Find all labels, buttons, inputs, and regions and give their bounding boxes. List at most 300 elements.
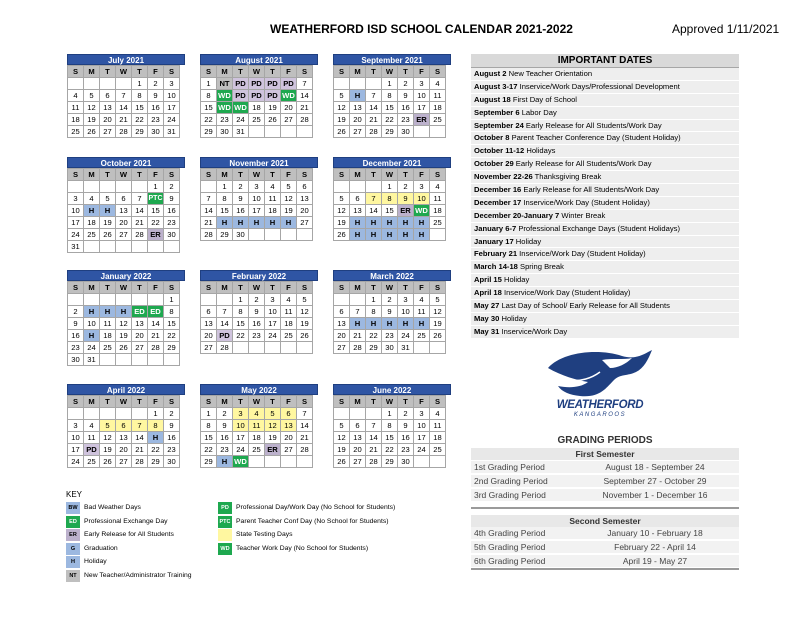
important-date-description: Labor Day xyxy=(519,107,557,117)
day-cell: 8 xyxy=(132,90,148,102)
day-of-week-header: T xyxy=(265,396,281,408)
day-cell: 11 xyxy=(430,90,446,102)
empty-day-cell xyxy=(350,181,366,193)
day-of-week-header: W xyxy=(249,66,265,78)
day-cell: 16 xyxy=(164,205,180,217)
important-date-description: New Teacher Orientation xyxy=(506,69,593,78)
day-cell: WD xyxy=(414,205,430,217)
empty-day-cell xyxy=(116,294,132,306)
day-cell: 4 xyxy=(84,420,100,432)
day-cell: PD xyxy=(281,78,297,90)
empty-day-cell xyxy=(265,229,281,241)
grading-periods-title: GRADING PERIODS xyxy=(557,435,653,446)
logo-subtitle: KANGAROOS xyxy=(573,412,627,418)
day-cell: 22 xyxy=(382,444,398,456)
day-cell: 27 xyxy=(281,114,297,126)
important-date-description: Professional Exchange Days (Student Holidays) xyxy=(516,223,680,233)
day-of-week-header: F xyxy=(148,396,164,408)
day-cell: 2 xyxy=(398,408,414,420)
day-cell: 12 xyxy=(334,432,350,444)
day-cell: 2 xyxy=(398,181,414,193)
day-cell: 4 xyxy=(430,408,446,420)
day-cell: 11 xyxy=(68,102,84,114)
day-cell: 19 xyxy=(84,114,100,126)
day-cell: 22 xyxy=(132,114,148,126)
empty-day-cell xyxy=(297,126,313,138)
month-grid xyxy=(333,395,446,468)
day-cell: H xyxy=(84,205,100,217)
day-cell: 4 xyxy=(430,181,446,193)
day-of-week-header: T xyxy=(100,282,116,294)
grading-period-row xyxy=(471,475,739,488)
day-cell: 31 xyxy=(164,126,180,138)
empty-day-cell xyxy=(297,456,313,468)
day-cell: 12 xyxy=(281,193,297,205)
day-cell: 21 xyxy=(366,114,382,126)
day-cell: H xyxy=(249,217,265,229)
day-cell: 5 xyxy=(430,294,446,306)
grading-period-dates: January 10 - February 18 xyxy=(607,528,703,538)
day-cell: 14 xyxy=(297,90,313,102)
day-cell: 28 xyxy=(132,229,148,241)
day-cell: 15 xyxy=(382,432,398,444)
day-cell: 2 xyxy=(233,181,249,193)
important-date-label: December 20-January 7 xyxy=(474,210,560,220)
day-of-week-header: S xyxy=(297,66,313,78)
important-date-description: Inservice/Work Day (Student Holiday) xyxy=(501,288,631,298)
day-cell: 21 xyxy=(132,217,148,229)
important-date-label: May 27 xyxy=(474,301,500,311)
day-of-week-header: S xyxy=(430,66,446,78)
day-cell: 14 xyxy=(201,205,217,217)
important-date-row xyxy=(471,81,739,94)
month-grid xyxy=(67,395,180,468)
day-of-week-header: T xyxy=(398,169,414,181)
day-cell: 14 xyxy=(116,102,132,114)
grading-period-name: 5th Grading Period xyxy=(474,542,546,552)
empty-day-cell xyxy=(100,408,116,420)
day-cell: 14 xyxy=(297,420,313,432)
empty-day-cell xyxy=(297,229,313,241)
legend-label: Holiday xyxy=(84,558,107,565)
legend-swatch: PD xyxy=(218,502,232,514)
day-cell: 16 xyxy=(164,432,180,444)
empty-day-cell xyxy=(265,126,281,138)
day-of-week-header: T xyxy=(398,66,414,78)
important-date-row xyxy=(471,300,739,313)
day-cell: 17 xyxy=(164,102,180,114)
month-header: July 2021 xyxy=(67,54,185,65)
day-cell: 8 xyxy=(164,306,180,318)
day-cell: 13 xyxy=(116,432,132,444)
day-cell: H xyxy=(382,318,398,330)
month-october-2021 xyxy=(67,157,185,253)
day-cell: 8 xyxy=(201,420,217,432)
empty-day-cell xyxy=(249,342,265,354)
day-cell: 23 xyxy=(164,444,180,456)
day-cell: 20 xyxy=(334,330,350,342)
day-cell: 26 xyxy=(334,126,350,138)
month-january-2022 xyxy=(67,270,185,366)
grading-period-row xyxy=(471,527,739,540)
important-date-description: Holiday xyxy=(499,313,527,323)
important-dates-list xyxy=(471,68,739,339)
day-of-week-header: S xyxy=(68,169,84,181)
day-of-week-header: F xyxy=(281,396,297,408)
important-date-description: Thanksgiving Break xyxy=(532,172,602,182)
grading-period-dates: November 1 - December 16 xyxy=(602,490,708,500)
day-cell: PTC xyxy=(148,193,164,205)
day-cell: 3 xyxy=(414,181,430,193)
day-cell: 30 xyxy=(398,126,414,138)
day-cell: 6 xyxy=(201,306,217,318)
day-cell: 13 xyxy=(297,193,313,205)
day-cell: H xyxy=(217,217,233,229)
day-of-week-header: W xyxy=(382,169,398,181)
day-cell: 15 xyxy=(217,205,233,217)
month-grid xyxy=(200,65,313,138)
day-cell: 13 xyxy=(350,205,366,217)
day-cell: ER xyxy=(148,229,164,241)
day-cell: 1 xyxy=(148,181,164,193)
calendar-title: WEATHERFORD ISD SCHOOL CALENDAR 2021-2022 xyxy=(270,22,573,36)
month-february-2022 xyxy=(200,270,318,354)
day-cell: 7 xyxy=(201,193,217,205)
day-of-week-header: F xyxy=(148,169,164,181)
day-of-week-header: S xyxy=(164,282,180,294)
important-date-row xyxy=(471,107,739,120)
empty-day-cell xyxy=(100,354,116,366)
grading-period-name: 1st Grading Period xyxy=(474,462,545,472)
empty-day-cell xyxy=(100,181,116,193)
day-of-week-header: S xyxy=(334,66,350,78)
empty-day-cell xyxy=(366,408,382,420)
day-cell: 13 xyxy=(334,318,350,330)
important-date-label: August 2 xyxy=(474,69,507,78)
day-cell: ED xyxy=(132,306,148,318)
day-cell: 30 xyxy=(217,126,233,138)
empty-day-cell xyxy=(430,342,446,354)
day-of-week-header: T xyxy=(366,282,382,294)
day-cell: 10 xyxy=(164,90,180,102)
day-cell: 11 xyxy=(281,306,297,318)
day-cell: 22 xyxy=(164,330,180,342)
empty-day-cell xyxy=(116,181,132,193)
day-cell: 5 xyxy=(281,181,297,193)
day-cell: PD xyxy=(265,78,281,90)
day-cell: 29 xyxy=(148,456,164,468)
legend-label: Early Release for All Students xyxy=(84,531,174,538)
day-cell: 27 xyxy=(116,456,132,468)
day-cell: H xyxy=(100,205,116,217)
day-cell: 5 xyxy=(297,294,313,306)
day-cell: 24 xyxy=(398,330,414,342)
day-cell: H xyxy=(350,229,366,241)
day-cell: 20 xyxy=(100,114,116,126)
grading-period-row xyxy=(471,541,739,554)
grading-period-row xyxy=(471,555,739,568)
empty-day-cell xyxy=(100,241,116,253)
day-cell: 22 xyxy=(148,444,164,456)
day-of-week-header: W xyxy=(116,66,132,78)
day-cell: 31 xyxy=(233,126,249,138)
important-date-row xyxy=(471,210,739,223)
month-header: December 2021 xyxy=(333,157,451,168)
day-cell: 30 xyxy=(382,342,398,354)
empty-day-cell xyxy=(281,456,297,468)
day-cell: 25 xyxy=(249,114,265,126)
day-cell: 26 xyxy=(100,456,116,468)
grading-period-name: 4th Grading Period xyxy=(474,528,546,538)
day-cell: 6 xyxy=(297,181,313,193)
month-july-2021 xyxy=(67,54,185,138)
day-of-week-header: S xyxy=(334,169,350,181)
day-cell: 14 xyxy=(132,205,148,217)
day-cell: 26 xyxy=(116,342,132,354)
day-cell: 27 xyxy=(201,342,217,354)
important-date-row xyxy=(471,236,739,249)
day-cell: 5 xyxy=(265,408,281,420)
day-cell: 23 xyxy=(164,217,180,229)
day-cell: 7 xyxy=(297,408,313,420)
important-date-description: Early Release for All Students/Work Day xyxy=(521,185,660,195)
day-cell: 23 xyxy=(217,114,233,126)
day-cell: H xyxy=(350,90,366,102)
day-cell: 29 xyxy=(217,229,233,241)
day-cell: 26 xyxy=(84,126,100,138)
day-cell: 23 xyxy=(148,114,164,126)
day-cell: 13 xyxy=(201,318,217,330)
legend-label: State Testing Days xyxy=(236,531,293,538)
day-cell: 12 xyxy=(297,306,313,318)
day-cell: 11 xyxy=(249,420,265,432)
day-cell: 19 xyxy=(334,114,350,126)
day-cell: 25 xyxy=(84,229,100,241)
day-cell: 12 xyxy=(334,205,350,217)
important-date-label: April 15 xyxy=(474,275,502,285)
important-date-description: Holidays xyxy=(524,146,556,156)
day-of-week-header: T xyxy=(100,169,116,181)
day-of-week-header: S xyxy=(164,66,180,78)
day-of-week-header: T xyxy=(233,282,249,294)
day-of-week-header: F xyxy=(414,169,430,181)
empty-day-cell xyxy=(217,294,233,306)
day-of-week-header: S xyxy=(430,169,446,181)
day-cell: 29 xyxy=(382,126,398,138)
day-cell: 2 xyxy=(68,306,84,318)
month-grid xyxy=(67,65,180,138)
day-cell: PD xyxy=(233,90,249,102)
day-cell: 1 xyxy=(164,294,180,306)
day-cell: 18 xyxy=(430,102,446,114)
day-of-week-header: W xyxy=(116,282,132,294)
month-may-2022 xyxy=(200,384,318,468)
day-of-week-header: T xyxy=(366,396,382,408)
empty-day-cell xyxy=(68,78,84,90)
day-cell: WD xyxy=(217,102,233,114)
grading-period-name: 2nd Grading Period xyxy=(474,476,548,486)
day-cell: 4 xyxy=(281,294,297,306)
day-cell: 4 xyxy=(68,90,84,102)
day-cell: 18 xyxy=(430,205,446,217)
day-cell: 10 xyxy=(249,193,265,205)
day-cell: 9 xyxy=(217,420,233,432)
important-date-description: Inservice/Work Day (Student Holiday) xyxy=(517,249,646,259)
day-cell: 21 xyxy=(148,330,164,342)
day-cell: 26 xyxy=(430,330,446,342)
important-date-row xyxy=(471,158,739,171)
month-header: October 2021 xyxy=(67,157,185,168)
day-cell: 1 xyxy=(233,294,249,306)
empty-day-cell xyxy=(265,342,281,354)
day-cell: 9 xyxy=(233,193,249,205)
day-cell: ER xyxy=(265,444,281,456)
day-cell: 7 xyxy=(116,90,132,102)
important-date-label: October 11-12 xyxy=(474,146,525,156)
day-cell: 26 xyxy=(100,229,116,241)
day-cell: 8 xyxy=(233,306,249,318)
day-cell: 29 xyxy=(164,342,180,354)
day-cell: 10 xyxy=(414,420,430,432)
empty-day-cell xyxy=(116,241,132,253)
day-cell: H xyxy=(281,217,297,229)
day-cell: 15 xyxy=(164,318,180,330)
month-header: April 2022 xyxy=(67,384,185,395)
month-header: February 2022 xyxy=(200,270,318,281)
key-title: KEY xyxy=(66,490,83,499)
day-of-week-header: M xyxy=(84,396,100,408)
day-cell: 22 xyxy=(366,330,382,342)
day-of-week-header: F xyxy=(414,282,430,294)
day-cell: 27 xyxy=(350,456,366,468)
important-date-label: May 30 xyxy=(474,313,500,323)
day-cell: 12 xyxy=(100,432,116,444)
day-of-week-header: W xyxy=(382,66,398,78)
day-of-week-header: T xyxy=(366,169,382,181)
day-cell: 24 xyxy=(233,444,249,456)
day-cell: 29 xyxy=(382,456,398,468)
day-cell: 11 xyxy=(100,318,116,330)
first-semester-header: First Semester xyxy=(471,448,739,460)
day-cell: 28 xyxy=(201,229,217,241)
day-cell: 7 xyxy=(297,78,313,90)
day-cell: 2 xyxy=(148,78,164,90)
day-cell: 17 xyxy=(68,217,84,229)
day-of-week-header: S xyxy=(201,66,217,78)
day-cell: 12 xyxy=(430,306,446,318)
empty-day-cell xyxy=(201,181,217,193)
empty-day-cell xyxy=(249,126,265,138)
day-cell: 3 xyxy=(414,408,430,420)
month-december-2021 xyxy=(333,157,451,241)
day-cell: 9 xyxy=(398,420,414,432)
day-cell: 1 xyxy=(201,78,217,90)
day-cell: H xyxy=(148,432,164,444)
day-cell: 22 xyxy=(201,114,217,126)
day-of-week-header: M xyxy=(217,396,233,408)
empty-day-cell xyxy=(366,78,382,90)
legend-label: Professional Exchange Day xyxy=(84,517,168,525)
month-header: January 2022 xyxy=(67,270,185,281)
empty-day-cell xyxy=(84,78,100,90)
day-cell: 13 xyxy=(281,420,297,432)
month-grid xyxy=(200,395,313,468)
day-cell: 4 xyxy=(84,193,100,205)
day-of-week-header: M xyxy=(84,66,100,78)
important-date-label: February 21 xyxy=(474,249,518,259)
empty-day-cell xyxy=(116,78,132,90)
day-cell: 19 xyxy=(334,217,350,229)
day-of-week-header: F xyxy=(281,169,297,181)
day-cell: 16 xyxy=(148,102,164,114)
empty-day-cell xyxy=(334,408,350,420)
day-cell: 3 xyxy=(164,78,180,90)
day-cell: 7 xyxy=(350,306,366,318)
important-date-label: March 14-18 xyxy=(474,262,518,272)
day-of-week-header: T xyxy=(398,396,414,408)
day-cell: 7 xyxy=(132,420,148,432)
day-of-week-header: F xyxy=(414,66,430,78)
semester-divider xyxy=(471,507,739,509)
day-cell: 13 xyxy=(116,205,132,217)
empty-day-cell xyxy=(430,126,446,138)
important-date-description: Early Release for All Students/Work Day xyxy=(513,159,652,169)
month-grid xyxy=(200,281,313,354)
day-cell: 29 xyxy=(201,126,217,138)
day-cell: 30 xyxy=(164,456,180,468)
day-of-week-header: T xyxy=(100,396,116,408)
empty-day-cell xyxy=(233,342,249,354)
day-cell: 19 xyxy=(281,205,297,217)
day-cell: 8 xyxy=(382,193,398,205)
month-header: March 2022 xyxy=(333,270,451,281)
day-cell: 21 xyxy=(132,444,148,456)
day-of-week-header: T xyxy=(265,169,281,181)
important-date-label: September 6 xyxy=(474,107,520,117)
day-of-week-header: S xyxy=(68,282,84,294)
empty-day-cell xyxy=(350,294,366,306)
day-cell: 1 xyxy=(132,78,148,90)
important-date-label: October 8 xyxy=(474,133,510,143)
day-of-week-header: T xyxy=(398,282,414,294)
day-cell: 16 xyxy=(233,205,249,217)
day-cell: 3 xyxy=(265,294,281,306)
empty-day-cell xyxy=(100,294,116,306)
empty-day-cell xyxy=(281,229,297,241)
important-date-description: Last Day of School/ Early Release for All Students xyxy=(499,301,670,311)
day-cell: 7 xyxy=(366,90,382,102)
day-cell: 27 xyxy=(132,342,148,354)
day-cell: 2 xyxy=(398,78,414,90)
day-cell: H xyxy=(366,217,382,229)
day-cell: 5 xyxy=(100,420,116,432)
day-cell: 21 xyxy=(116,114,132,126)
day-cell: 15 xyxy=(148,205,164,217)
legend-swatch: G xyxy=(66,543,80,555)
grading-period-dates: September 27 - October 29 xyxy=(603,476,707,486)
day-of-week-header: S xyxy=(334,282,350,294)
day-cell: 2 xyxy=(382,294,398,306)
important-date-row xyxy=(471,171,739,184)
day-cell: 3 xyxy=(249,181,265,193)
month-grid xyxy=(333,65,446,138)
day-cell: 28 xyxy=(350,342,366,354)
day-cell: 16 xyxy=(217,432,233,444)
empty-day-cell xyxy=(84,241,100,253)
day-of-week-header: T xyxy=(100,66,116,78)
legend-label: Bad Weather Days xyxy=(84,504,141,511)
day-cell: 24 xyxy=(233,114,249,126)
